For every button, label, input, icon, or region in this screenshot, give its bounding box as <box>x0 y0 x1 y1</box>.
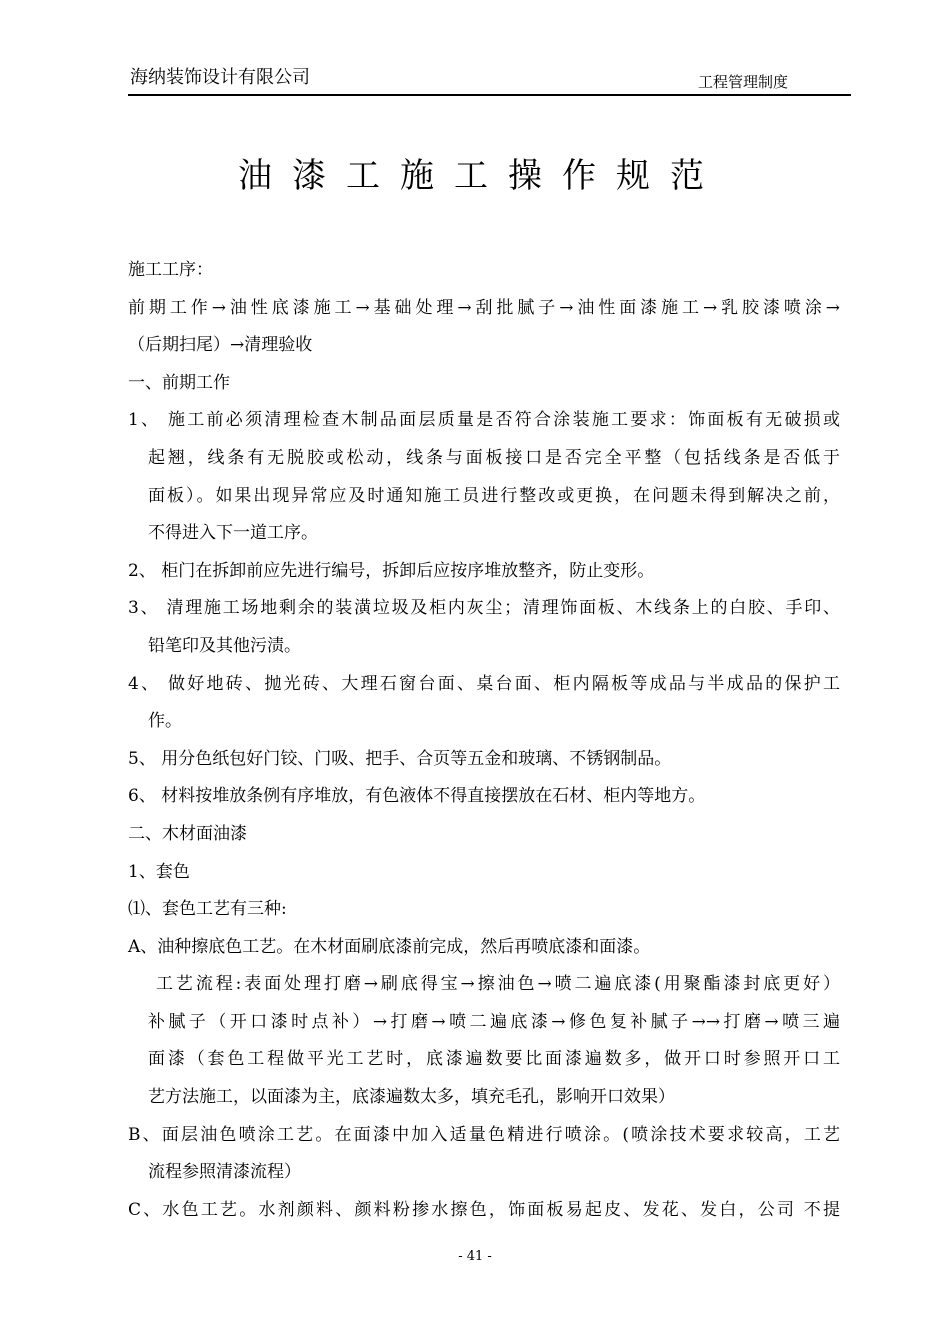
document-body <box>128 252 840 1229</box>
text-line-content: 作。 <box>148 711 182 732</box>
text-line-content: B、面层油色喷涂工艺。在面漆中加入适量色精进行喷涂。(喷涂技术要求较高，工艺 <box>128 1124 840 1145</box>
text-line-content: 工艺流程:表面处理打磨→刷底得宝→擦油色→喷二遍底漆(用聚酯漆封底更好） <box>156 974 840 995</box>
text-line-content: 5、 用分色纸包好门铰、门吸、把手、合页等五金和玻璃、不锈钢制品。 <box>128 748 672 769</box>
text-line <box>128 290 840 328</box>
header-document-title: 工程管理制度 <box>697 73 788 91</box>
text-line <box>128 1079 840 1117</box>
text-line-content: 不得进入下一道工序。 <box>148 523 318 544</box>
text-line <box>128 252 840 290</box>
text-line <box>128 515 840 553</box>
text-line <box>128 666 840 704</box>
text-line-content: 流程参照清漆流程） <box>148 1162 301 1183</box>
page-title: 油漆工施工操作规范 <box>238 156 724 196</box>
text-line <box>128 553 840 591</box>
text-line <box>128 741 840 779</box>
text-line <box>128 854 840 892</box>
text-line <box>128 1004 840 1042</box>
text-line-content: ⑴、套色工艺有三种: <box>128 899 287 920</box>
text-line <box>128 703 840 741</box>
text-line <box>128 365 840 403</box>
text-line-content: 铅笔印及其他污渍。 <box>148 635 301 656</box>
text-line-content: 一、前期工作 <box>128 372 230 393</box>
text-line <box>128 1154 840 1192</box>
text-line-content: 2、 柜门在拆卸前应先进行编号，拆卸后应按序堆放整齐，防止变形。 <box>128 560 655 581</box>
text-line-content: 1、 施工前必须清理检查木制品面层质量是否符合涂装施工要求：饰面板有无破损或 <box>128 410 840 431</box>
text-line <box>128 778 840 816</box>
text-line-content: 补腻子（开口漆时点补）→打磨→喷二遍底漆→修色复补腻子→→打磨→喷三遍 <box>148 1011 840 1032</box>
text-line <box>128 628 840 666</box>
text-line <box>128 1117 840 1155</box>
text-line-content: C、水色工艺。水剂颜料、颜料粉掺水擦色，饰面板易起皮、发花、发白，公司 不提 <box>128 1199 840 1220</box>
text-line-content: 面漆（套色工程做平光工艺时，底漆遍数要比面漆遍数多，做开口时参照开口工 <box>148 1049 840 1070</box>
text-line <box>128 590 840 628</box>
text-line <box>128 1041 840 1079</box>
page-number: - 41 - <box>458 1249 492 1264</box>
text-line-content: 艺方法施工，以面漆为主，底漆遍数太多，填充毛孔，影响开口效果） <box>148 1087 675 1108</box>
text-line <box>128 327 840 365</box>
text-line-content: 3、 清理施工场地剩余的装潢垃圾及柜内灰尘；清理饰面板、木线条上的白胶、手印、 <box>128 598 840 619</box>
text-line-content: 二、木材面油漆 <box>128 823 247 844</box>
text-line <box>128 440 840 478</box>
text-line-content: 4、 做好地砖、抛光砖、大理石窗台面、桌台面、柜内隔板等成品与半成品的保护工 <box>128 673 840 694</box>
text-line-content: A、油种擦底色工艺。在木材面刷底漆前完成，然后再喷底漆和面漆。 <box>128 936 651 957</box>
text-line-content: 施工工序： <box>128 260 213 280</box>
text-line <box>128 891 840 929</box>
text-line-content: （后期扫尾）→清理验收 <box>128 335 313 356</box>
text-line <box>128 929 840 967</box>
text-line-content: 面板）。如果出现异常应及时通知施工员进行整改或更换，在问题未得到解决之前， <box>148 485 840 506</box>
text-line-content: 前期工作→油性底漆施工→基础处理→刮批腻子→油性面漆施工→乳胶漆喷涂→ <box>128 297 840 318</box>
text-line <box>128 402 840 440</box>
text-line-content: 1、套色 <box>128 861 190 882</box>
text-line <box>128 966 840 1004</box>
text-line <box>128 816 840 854</box>
header-company-name: 海纳装饰设计有限公司 <box>130 67 310 88</box>
text-line <box>128 478 840 516</box>
text-line-content: 起翘，线条有无脱胶或松动，线条与面板接口是否完全平整（包括线条是否低于 <box>148 447 840 468</box>
header-divider <box>128 94 851 96</box>
text-line-content: 6、 材料按堆放条例有序堆放，有色液体不得直接摆放在石材、柜内等地方。 <box>128 786 706 807</box>
text-line <box>128 1192 840 1230</box>
